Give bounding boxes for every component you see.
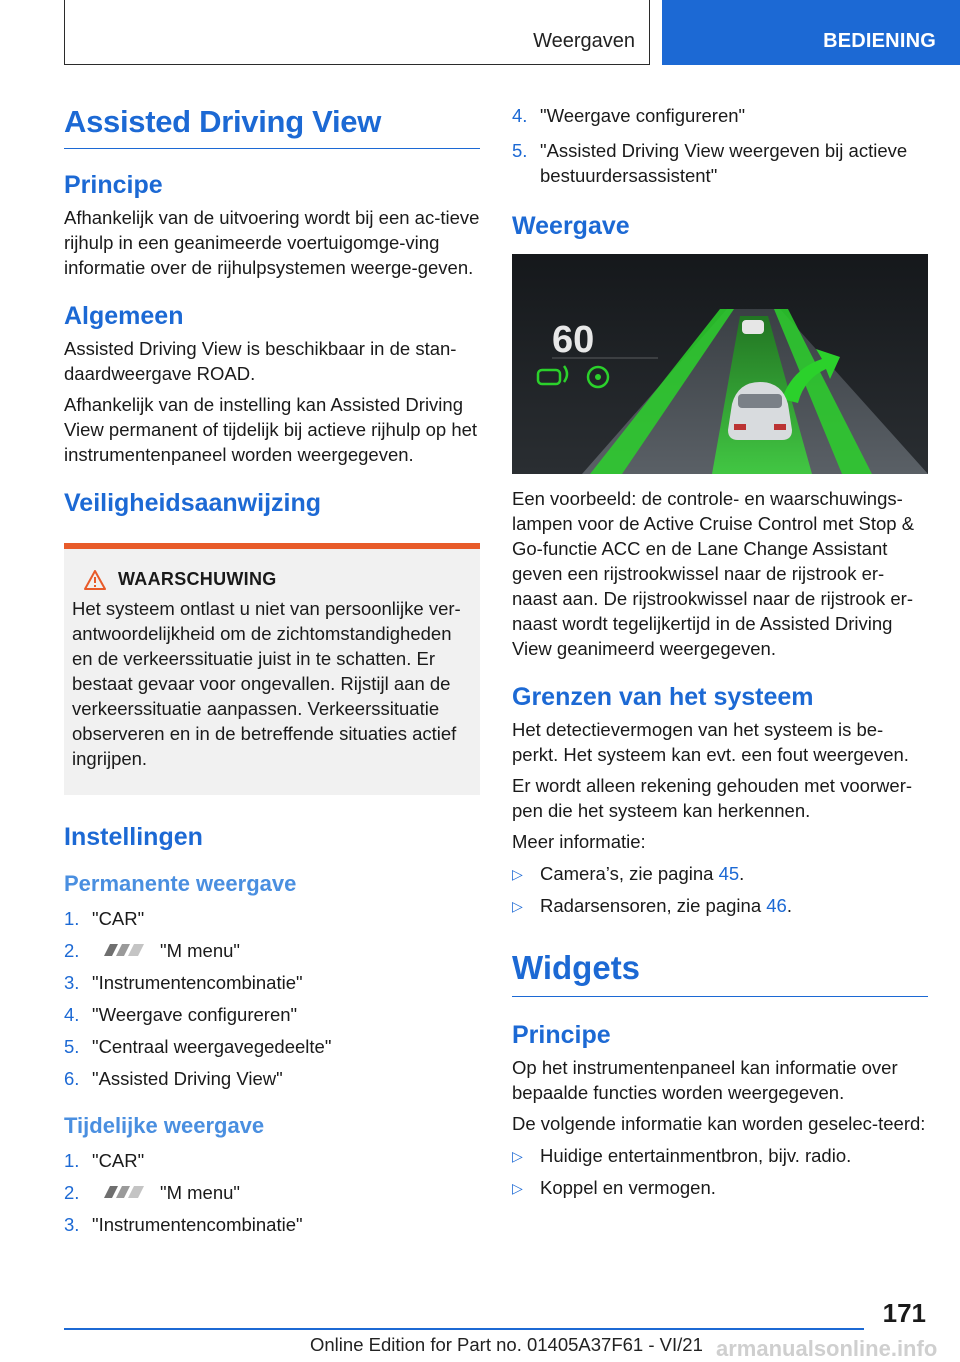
heading-permanente-weergave: Permanente weergave (64, 871, 297, 896)
continued-steps (512, 100, 928, 188)
chapter-tab-label: BEDIENING (823, 30, 936, 52)
list-item: 3. "Instrumentencombinatie" (64, 972, 303, 993)
assisted-driving-view-figure (512, 254, 928, 474)
list-item: ▷ Koppel en vermogen. (512, 1172, 928, 1204)
heading-algemeen: Algemeen (64, 302, 184, 330)
warning-text: Het systeem ontlast u niet van persoonlijke ver-antwoordelijkheid om de zichtomstandigheden en de verkeerssituatie juist in te schatten. Er bestaat gevaar voor ongevallen. Rijstijl aan de verkeerssituatie aanpassen. Verkeerssituatie observeren en in de betreffende situaties actief ingrijpen. (72, 598, 461, 769)
list-item: ▷ Camera’s, zie pagina 45. (512, 858, 928, 890)
warning-title-text: WAARSCHUWING (118, 569, 277, 589)
principe-text: Afhankelijk van de uitvoering wordt bij een ac-tieve rijhulp in een geanimeerde voertuigomge-ving informatie over de rijhulpsystemen weerge-geven. (64, 207, 480, 278)
watermark: armanualsonline.info (716, 1336, 938, 1361)
grenzen-text-2: Er wordt alleen rekening gehouden met voorwer-pen die het systeem kan herkennen. (512, 775, 913, 821)
triangle-bullet-icon: ▷ (512, 1148, 523, 1164)
page-link-45[interactable]: 45 (718, 863, 740, 884)
heading-principe: Principe (64, 171, 163, 199)
tijdelijk-steps (64, 1145, 480, 1241)
heading-grenzen: Grenzen van het systeem (512, 683, 814, 711)
heading-instellingen: Instellingen (64, 823, 203, 851)
warning-box (64, 543, 480, 795)
list-item: 2. "M menu" (64, 1177, 480, 1209)
grenzen-text-3: Meer informatie: (512, 831, 646, 852)
list-item: 3. "Instrumentencombinatie" (64, 1214, 303, 1235)
widgets-text-1: Op het instrumentenpaneel kan informatie over bepaalde functies worden weergegeven. (512, 1057, 898, 1103)
list-item: 4. "Weergave configureren" (64, 1004, 298, 1025)
page-link-46[interactable]: 46 (766, 895, 787, 916)
permanent-steps (64, 903, 480, 1095)
footer-edition: Online Edition for Part no. 01405A37F61 - VI/21 (310, 1334, 703, 1355)
triangle-bullet-icon: ▷ (512, 866, 523, 882)
grenzen-text-1: Het detectievermogen van het systeem is be-perkt. Het systeem kan evt. een fout weergeven. (512, 719, 909, 765)
algemeen-text-2: Afhankelijk van de instelling kan Assisted Driving View permanent of tijdelijk bij actieve rijhulp op het instrumentenpaneel worden weergegeven. (64, 394, 478, 465)
footer-rule (64, 1328, 864, 1330)
more-info-list (512, 858, 928, 922)
list-item: 4. "Weergave configureren" (512, 105, 746, 126)
algemeen-text-1: Assisted Driving View is beschikbaar in de stan-daardweergave ROAD. (64, 338, 457, 384)
figure-caption: Een voorbeeld: de controle- en waarschuwings-lampen voor de Active Cruise Control met Stop & Go-functie ACC en de Lane Change Assistant geven een rijstrookwissel naar de rijstrook er-naast aan. De rijstrookwissel naar de rijstrook er-naast wordt tegelijkertijd in de Assisted Driving View geanimeerd weergegeven. (512, 488, 915, 659)
speed-readout: 60 (552, 319, 595, 361)
triangle-bullet-icon: ▷ (512, 1180, 523, 1196)
list-item: 2. "M menu" (64, 935, 480, 967)
list-item: 6. "Assisted Driving View" (64, 1068, 283, 1089)
warning-triangle-icon (84, 570, 106, 590)
list-item: ▷ Radarsensoren, zie pagina 46. (512, 890, 928, 922)
list-item: 1. "CAR" (64, 1150, 145, 1171)
m-menu-icon (100, 935, 148, 949)
list-item: 1. "CAR" (64, 908, 145, 929)
lead-vehicle-icon (742, 320, 764, 334)
chapter-tab[interactable] (662, 0, 960, 65)
m-menu-icon (100, 1177, 148, 1191)
heading-tijdelijke-weergave: Tijdelijke weergave (64, 1113, 265, 1138)
list-item: 5. "Centraal weergavegedeelte" (64, 1036, 332, 1057)
widgets-text-2: De volgende informatie kan worden geselec-teerd: (512, 1113, 926, 1134)
triangle-bullet-icon: ▷ (512, 898, 523, 914)
heading-veiligheid: Veiligheidsaanwijzing (64, 489, 322, 517)
list-item: ▷ Huidige entertainmentbron, bijv. radio. (512, 1140, 928, 1172)
section-title: Weergaven (533, 30, 635, 52)
warning-title (72, 569, 472, 590)
driving-scene-image (512, 254, 928, 474)
page-number: 171 (882, 1298, 926, 1328)
widgets-list (512, 1140, 928, 1204)
page-title: Assisted Driving View (64, 100, 480, 149)
right-column (512, 100, 928, 1204)
list-item: 5. "Assisted Driving View weergeven bij actieve bestuurdersassistent" (512, 140, 908, 186)
header-box (64, 0, 650, 65)
heading-widgets-principe: Principe (512, 1021, 611, 1049)
heading-widgets: Widgets (512, 946, 928, 997)
left-column (64, 100, 480, 1241)
heading-weergave: Weergave (512, 212, 630, 240)
